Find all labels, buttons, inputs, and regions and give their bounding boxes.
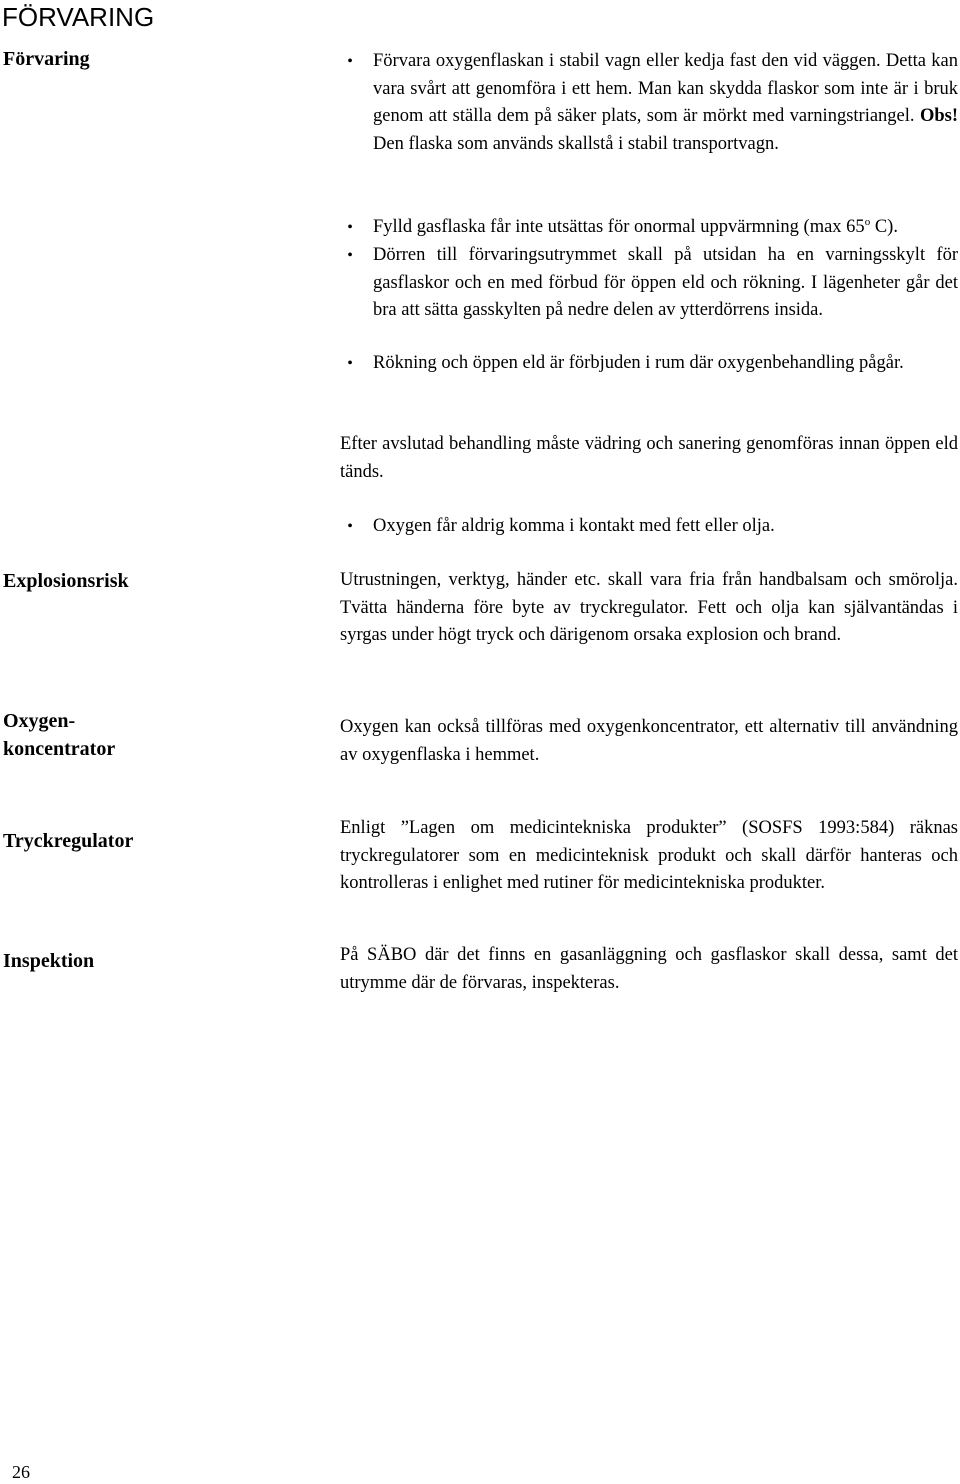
section-label-oxygenkoncentrator [3,707,115,763]
bullet-icon: • [347,219,353,236]
bullet-text: Förvara oxygenflaskan i stabil vagn eller kedja fast den vid väggen. Detta kan vara svårt att genomföra i ett hem. Man kan skydda flaskor som inte är i bruk genom att ställa dem på säker plats, som är mörkt med varningstriangel. [373,51,958,126]
bullet-text: Oxygen får aldrig komma i kontakt med fett eller olja. [373,516,775,536]
section-label-explosionsrisk: Explosionsrisk [3,570,129,592]
bullet-icon: • [347,355,353,372]
section-label-inspektion: Inspektion [3,950,95,972]
list-item [340,48,958,158]
paragraph-tryckregulator: Enligt ”Lagen om medicintekniska produkter” (SOSFS 1993:584) räknas tryckregulatorer som en medicinteknisk produkt och skall därför hanteras och kontrolleras i enlighet med rutiner för medicintekniska produkter. [340,818,958,893]
bullet-text: Fylld gasflaska får inte utsättas för onormal uppvärmning (max 65 [373,217,865,237]
list-item [340,513,958,541]
paragraph-ventilation: Efter avslutad behandling måste vädring och sanering genomföras innan öppen eld tänds. [340,434,958,482]
bullet-icon: • [347,53,353,70]
obs-label: Obs! [919,106,958,126]
bullet-text: Den flaska som används skallstå i stabil transportvagn. [373,133,779,154]
label-line: Oxygen- [3,710,76,732]
paragraph-inspektion: På SÄBO där det finns en gasanläggning och gasflaskor skall dessa, samt det utrymme där de förvaras, inspekteras. [340,945,958,993]
section-label-tryckregulator: Tryckregulator [3,830,134,852]
degree-superscript: o [864,215,871,228]
section-label-forvaring: Förvaring [3,48,90,70]
bullet-icon: • [347,247,353,264]
bullet-text: C). [874,217,898,237]
label-line: koncentrator [3,738,116,760]
list-item [340,214,958,242]
paragraph-oxygenkoncentrator: Oxygen kan också tillföras med oxygenkoncentrator, ett alternativ till användning av oxygenflaska i hemmet. [340,717,958,765]
page-title: FÖRVARING [2,2,155,32]
paragraph-explosionsrisk: Utrustningen, verktyg, händer etc. skall vara fria från handbalsam och smörolja. Tvätta händerna före byte av tryckregulator. Fett och olja kan självantändas i syrgas under högt tryck och därigenom orsaka explosion och brand. [340,570,958,645]
page-number: 26 [12,1462,30,1482]
list-item [340,350,958,378]
bullet-text: Rökning och öppen eld är förbjuden i rum där oxygenbehandling pågår. [373,353,904,373]
list-item [340,242,958,325]
bullet-text: Dörren till förvaringsutrymmet skall på utsidan ha en varningsskylt för gasflaskor och en med förbud för öppen eld och rökning. I lägenheter går det bra att sätta gasskylten på nedre delen av ytterdörrens insida. [373,245,958,320]
bullet-icon: • [347,518,353,535]
